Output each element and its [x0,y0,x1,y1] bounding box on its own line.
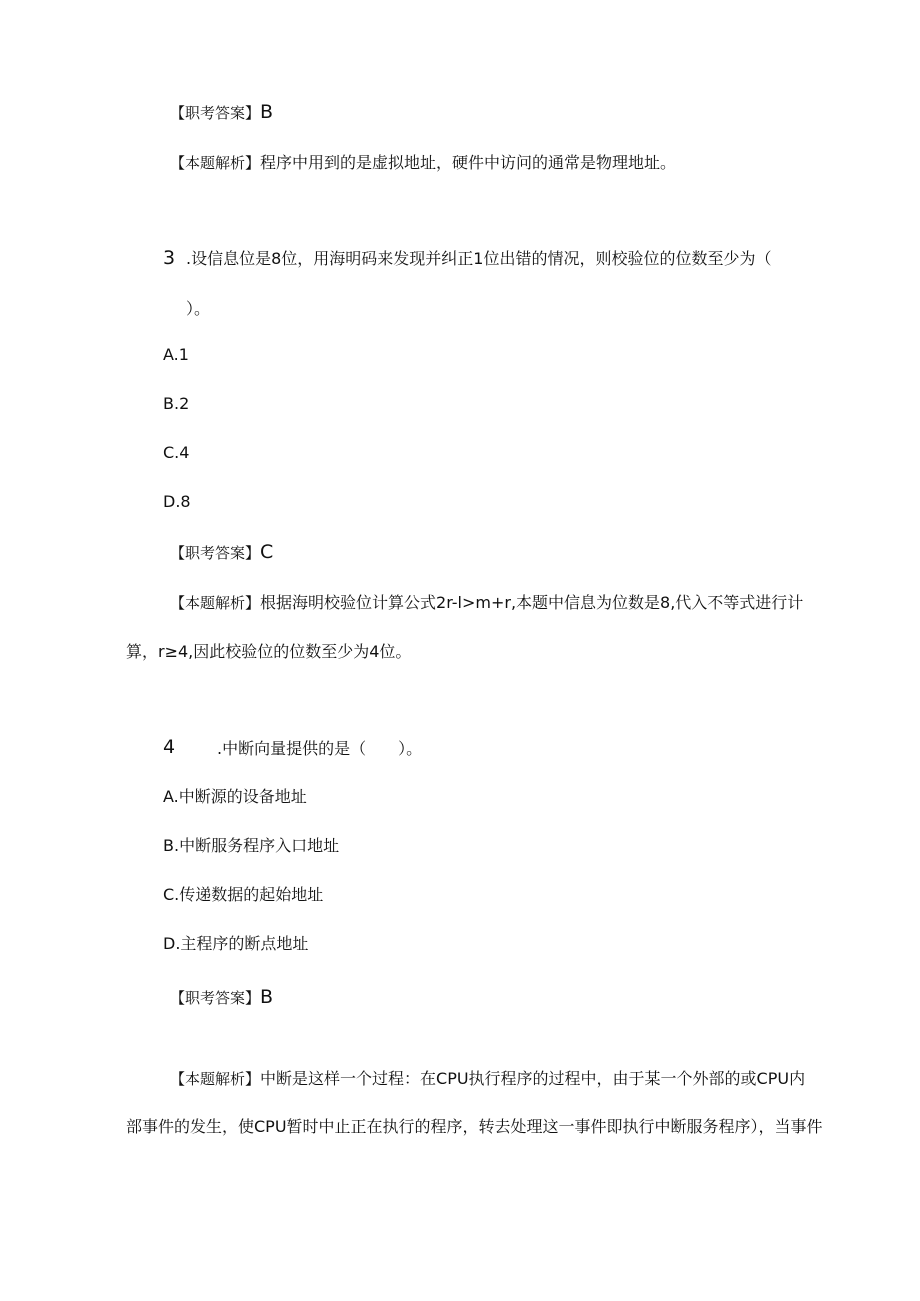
q2-analysis-label: 【本题解析】 [170,154,261,172]
q4-number: 4 [163,736,176,758]
q4-option-c: C.传递数据的起始地址 [163,885,324,904]
q4-stem: .中断向量提供的是（ ）。 [217,739,423,758]
q3-analysis-line2: 算，r≥4,因此校验位的位数至少为4位。 [126,642,412,661]
q3-analysis-label: 【本题解析】 [170,594,261,612]
q2-answer-label: 【职考答案】 [170,104,261,122]
q3-analysis-text-1: 根据海明校验位计算公式2r-l>m+r,本题中信息为位数是8,代入不等式进行计 [260,593,804,612]
q2-analysis-text: 程序中用到的是虚拟地址，硬件中访问的通常是物理地址。 [260,153,677,172]
q2-answer [170,102,273,123]
q4-analysis-line1 [170,1069,805,1089]
q4-option-a: A.中断源的设备地址 [163,787,307,806]
q2-analysis [170,153,676,173]
q3-stem-line2: ）。 [186,299,211,318]
q3-option-a: A.1 [163,345,189,364]
q4-option-b: B.中断服务程序入口地址 [163,836,340,855]
q4-analysis-text-1: 中断是这样一个过程：在CPU执行程序的过程中，由于某一个外部的或CPU内 [260,1069,806,1088]
q3-answer-label: 【职考答案】 [170,544,261,562]
q4-option-d: D.主程序的断点地址 [163,934,309,953]
q4-answer [170,987,273,1008]
q3-option-b: B.2 [163,394,190,413]
q4-answer-label: 【职考答案】 [170,989,261,1007]
q3-analysis-line1 [170,593,803,613]
q3-answer [170,542,273,563]
q3-option-d: D.8 [163,492,191,511]
q2-answer-value: B [260,101,274,123]
q4-answer-value: B [260,986,274,1008]
q3-number: 3 [163,247,176,269]
q3-option-c: C.4 [163,443,190,462]
q3-answer-value: C [260,541,274,563]
q3-stem-line1: .设信息位是8位，用海明码来发现并纠正1位出错的情况，则校验位的位数至少为（ [186,249,772,268]
q4-analysis-line2: 部事件的发生，使CPU暂时中止正在执行的程序，转去处理这一事件即执行中断服务程序），当事件 [126,1117,823,1136]
q4-analysis-label: 【本题解析】 [170,1070,261,1088]
